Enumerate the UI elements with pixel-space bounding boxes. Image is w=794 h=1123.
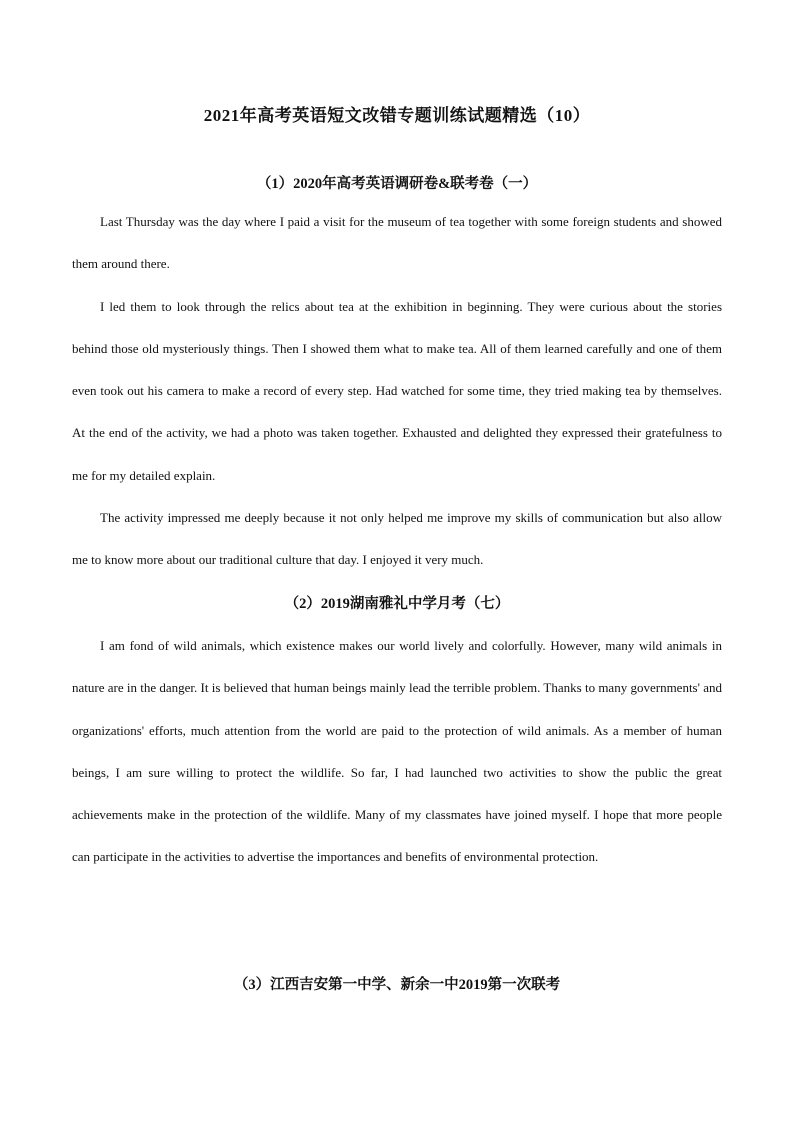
section-3-heading: （3）江西吉安第一中学、新余一中2019第一次联考 bbox=[233, 977, 561, 993]
section-1-heading: （1）2020年高考英语调研卷&联考卷（一） bbox=[256, 176, 538, 192]
section-2-body bbox=[72, 625, 722, 879]
document-title: 2021年高考英语短文改错专题训练试题精选（10） bbox=[203, 106, 591, 125]
section-1-paragraph-2: I led them to look through the relics about tea at the exhibition in beginning. They were curious about the stories behind those old mysteriously things. Then I showed them what to make tea. All of them learned carefully and one of them even took out his camera to make a record of every step. Had watched for some time, they tried making tea by themselves. At the end of the activity, we had a photo was taken together. Exhausted and delighted they expressed their gratefulness to me for my detailed explain. bbox=[72, 298, 722, 483]
section-1-body bbox=[72, 201, 722, 582]
section-1-paragraph-3: The activity impressed me deeply because it not only helped me improve my skills of communication but also allow me to know more about our traditional culture that day. I enjoyed it very much. bbox=[72, 510, 722, 568]
section-1-paragraph-1: Last Thursday was the day where I paid a visit for the museum of tea together with some foreign students and showed them around there. bbox=[72, 214, 722, 272]
section-2-heading: （2）2019湖南雅礼中学月考（七） bbox=[284, 596, 510, 612]
section-2-paragraph-1: I am fond of wild animals, which existence makes our world lively and colorfully. However, many wild animals in nature are in the danger. It is believed that human beings mainly lead the terrible problem. Thanks to many governments' and organizations' efforts, much attention from the world are paid to the protection of wild animals. As a member of human beings, I am sure willing to protect the wildlife. So far, I had launched two activities to show the public the great achievements make in the protection of the wildlife. Many of my classmates have joined myself. I hope that more people can participate in the activities to advertise the importances and benefits of environmental protection. bbox=[72, 638, 722, 865]
